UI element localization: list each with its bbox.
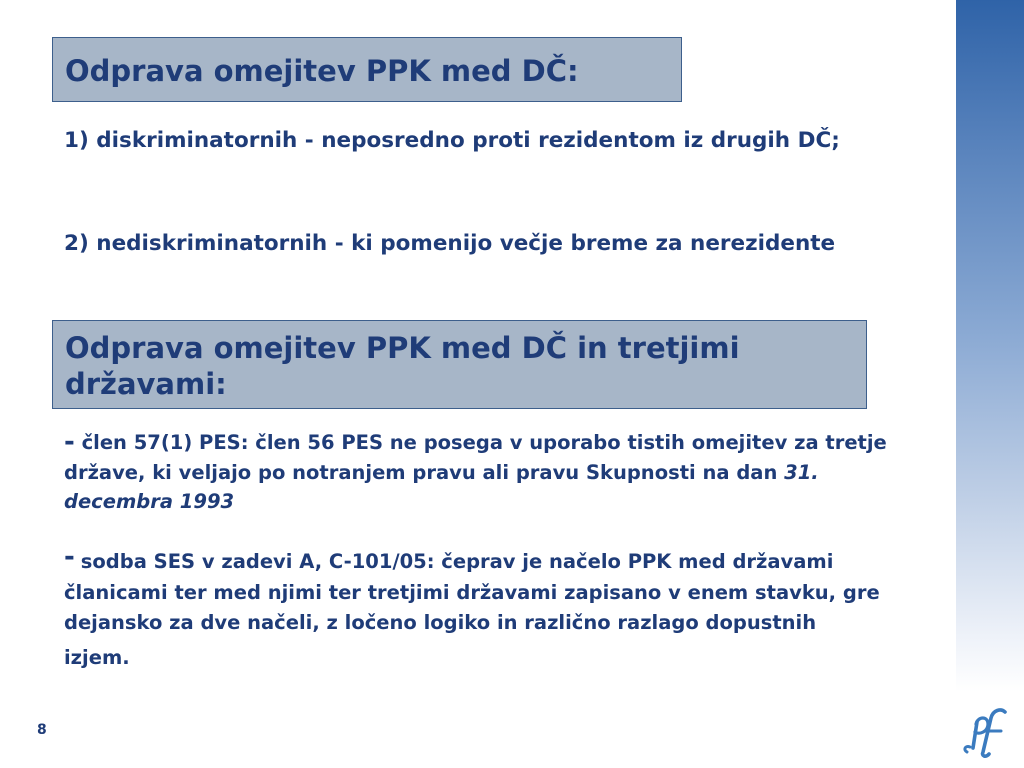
- bullet-1: [64, 428, 904, 517]
- heading-box-1: Odprava omejitev PPK med DČ:: [52, 37, 682, 102]
- pf-logo-icon: [955, 702, 1015, 760]
- bullet-2-text-end: izjem.: [64, 645, 130, 669]
- item-1-text: 1) diskriminatornih - neposredno proti rezidentom iz drugih DČ;: [64, 128, 840, 153]
- item-2-text: 2) nediskriminatornih - ki pomenijo večje breme za nerezidente: [64, 231, 836, 256]
- bullet-2-text: sodba SES v zadevi A, C-101/05: čeprav je načelo PPK med državami članicami ter med njimi ter tretjimi državami zapisano v enem stavku, gre dejansko za dve načeli, z ločeno logiko in različno razlago dopustnih: [64, 550, 880, 634]
- page-number: 8: [37, 722, 47, 738]
- bullet-1-dash: -: [64, 427, 75, 457]
- heading-box-2: Odprava omejitev PPK med DČ in tretjimi državami:: [52, 320, 867, 409]
- bullet-1-text: člen 57(1) PES: člen 56 PES ne posega v uporabo tistih omejitev za tretje države, ki veljajo po notranjem pravu ali pravu Skupnosti na dan: [64, 431, 887, 484]
- bullet-2-dash: -: [64, 542, 75, 572]
- bullet-1-date: 31. decembra 1993: [64, 460, 819, 513]
- bullet-2: [64, 542, 904, 673]
- side-gradient-band: [956, 0, 1024, 692]
